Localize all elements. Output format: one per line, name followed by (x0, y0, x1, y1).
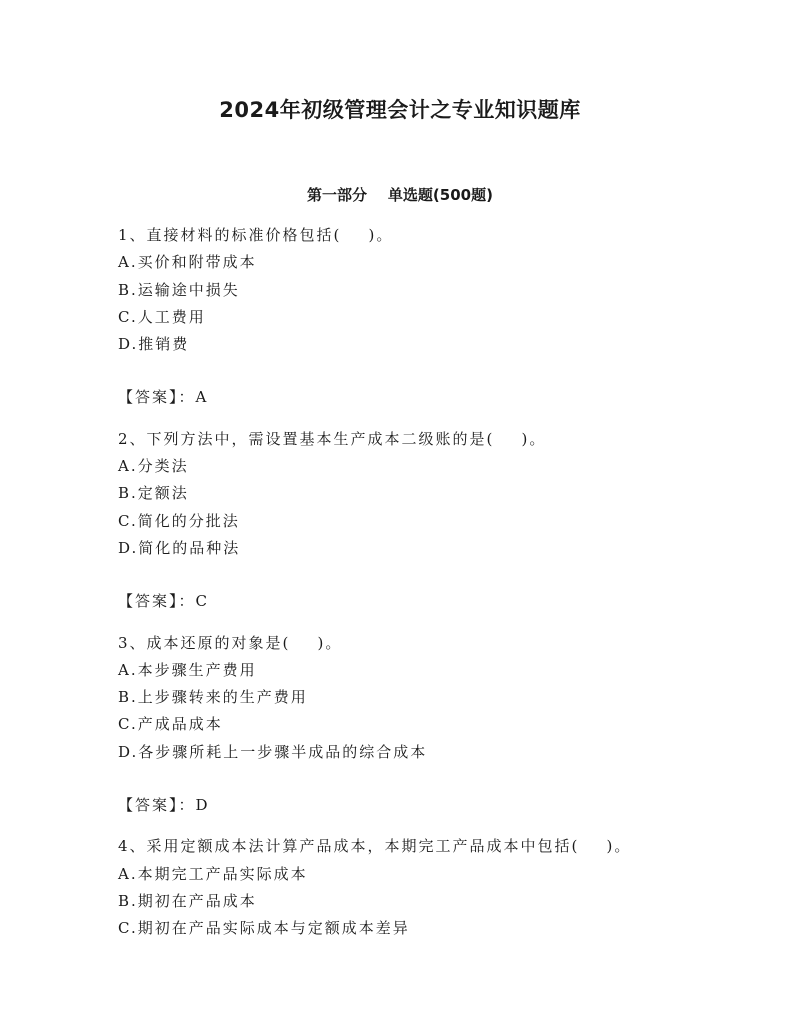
option-a: A.分类法 (118, 457, 189, 476)
document-title: 2024年初级管理会计之专业知识题库 (219, 98, 581, 122)
option-a: A.本期完工产品实际成本 (118, 864, 308, 883)
option-b: B.期初在产品成本 (118, 891, 257, 910)
question-stem: 4、采用定额成本法计算产品成本，本期完工产品成本中包括( )。 (118, 837, 632, 856)
option-a: A.本步骤生产费用 (118, 660, 257, 679)
option-a: A.买价和附带成本 (118, 253, 257, 272)
option-d: D.简化的品种法 (118, 538, 241, 557)
option-c: C.期初在产品实际成本与定额成本差异 (118, 919, 410, 938)
option-c: C.简化的分批法 (118, 511, 240, 530)
question-stem: 1、直接材料的标准价格包括( )。 (118, 226, 394, 244)
option-b: B.上步骤转来的生产费用 (118, 688, 308, 707)
answer-line: 【答案】：C (118, 592, 209, 611)
question-4 (118, 833, 758, 942)
option-c: C.产成品成本 (118, 715, 223, 734)
question-list (118, 222, 758, 943)
question-1 (118, 222, 758, 412)
question-stem: 3、成本还原的对象是( )。 (118, 633, 343, 652)
question-3 (118, 630, 758, 820)
section-title: 第一部分 单选题(500题) (307, 186, 493, 204)
question-stem: 2、下列方法中，需设置基本生产成本二级账的是( )。 (118, 429, 547, 448)
option-b: B.运输途中损失 (118, 280, 240, 299)
answer-line: 【答案】：A (118, 388, 209, 407)
answer-line: 【答案】：D (118, 796, 210, 815)
option-d: D.推销费 (118, 335, 190, 354)
option-d: D.各步骤所耗上一步骤半成品的综合成本 (118, 742, 428, 761)
question-2 (118, 426, 758, 616)
option-c: C.人工费用 (118, 307, 206, 326)
option-b: B.定额法 (118, 484, 189, 503)
